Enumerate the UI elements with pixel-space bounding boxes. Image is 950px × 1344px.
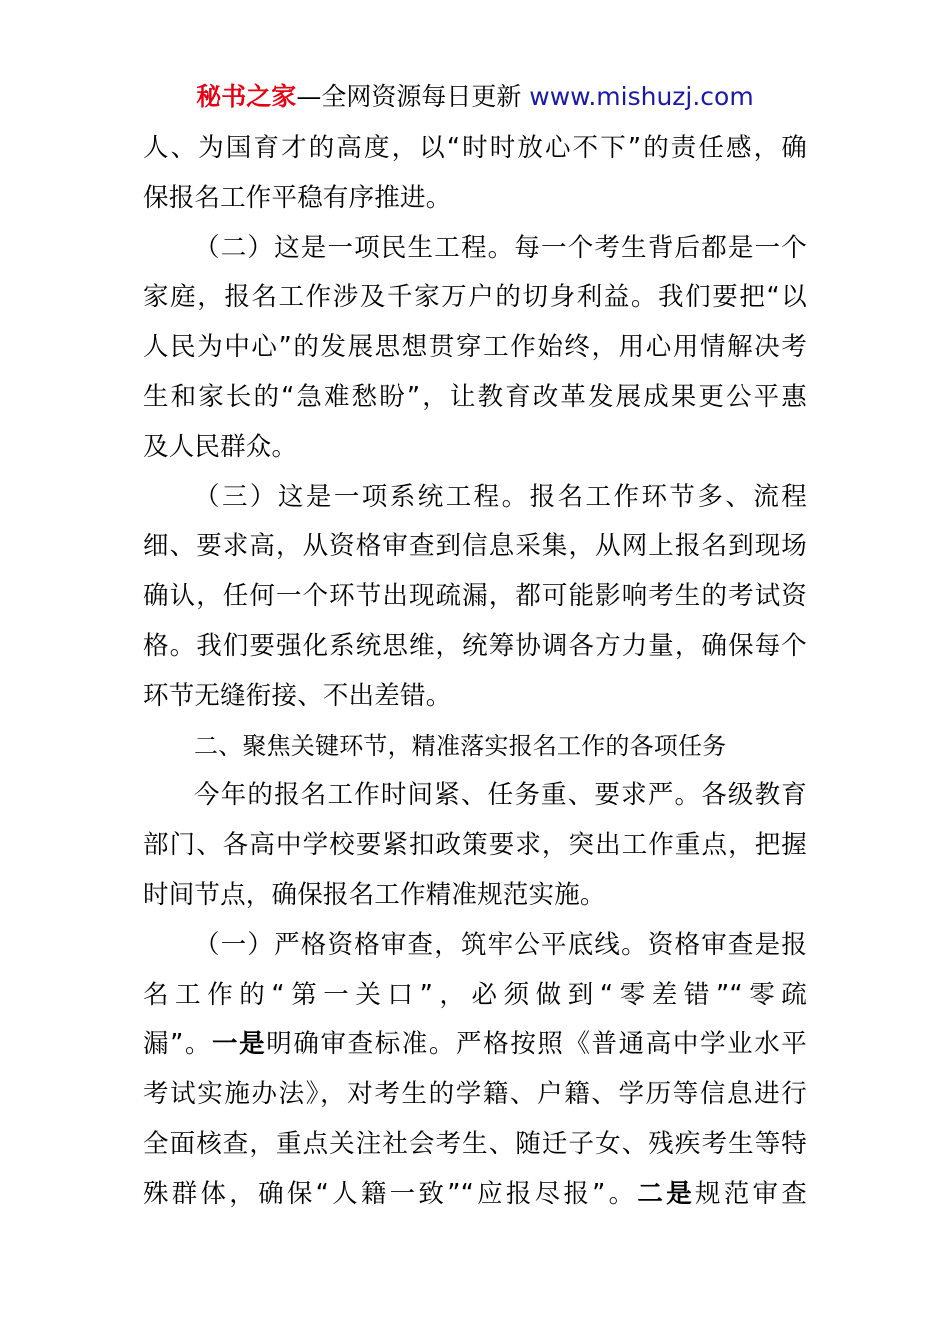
text-line: 及人民群众。 (143, 431, 298, 462)
text-line: （三）这是一项系统工程。报名工作环节多、流程 (194, 481, 807, 512)
text-line: 家庭，报名工作涉及千家万户的切身利益。我们要把“以 (143, 282, 807, 313)
text-line (143, 1170, 807, 1220)
text-line: 部门、各高中学校要紧扣政策要求，突出工作重点，把握 (143, 830, 807, 861)
text-span: 规范审查 (694, 1178, 807, 1209)
text-line: 时间节点，确保报名工作精准规范实施。 (143, 879, 606, 910)
text-line: 环节无缝衔接、不出差错。 (143, 680, 452, 711)
text-line: 确认，任何一个环节出现疏漏，都可能影响考生的考试资 (143, 581, 807, 612)
text-line: 保报名工作平稳有序推进。 (143, 182, 452, 213)
site-url-link[interactable]: www.mishuzj.com (529, 82, 754, 111)
text-line: 生和家长的“急难愁盼”，让教育改革发展成果更公平惠 (143, 381, 807, 412)
text-span: 漏”。 (143, 1029, 213, 1060)
text-line: （一）严格资格审查，筑牢公平底线。资格审查是报 (194, 929, 807, 960)
text-line: 细、要求高，从资格审查到信息采集，从网上报名到现场 (143, 531, 807, 562)
document-body (143, 124, 807, 1220)
text-line: 今年的报名工作时间紧、任务重、要求严。各级教育 (194, 780, 807, 811)
bold-marker: 二是 (637, 1178, 695, 1209)
site-header (0, 80, 950, 114)
section-heading: 二、聚焦关键环节，精准落实报名工作的各项任务 (194, 731, 727, 760)
text-line: 人民为中心”的发展思想贯穿工作始终，用心用情解决考 (143, 332, 807, 363)
text-line: 人、为国育才的高度，以“时时放心不下”的责任感，确 (143, 133, 807, 163)
text-span: 殊群体，确保“人籍一致”“应报尽报”。 (143, 1178, 638, 1209)
site-tagline: —全网资源每日更新 (296, 82, 522, 111)
text-span: 明确审查标准。严格按照《普通高中学业水平 (266, 1029, 807, 1060)
text-line: 全面核查，重点关注社会考生、随迁子女、残疾考生等特 (143, 1128, 807, 1159)
text-line: 格。我们要强化系统思维，统筹协调各方力量，确保每个 (143, 630, 807, 661)
text-line: 考试实施办法》，对考生的学籍、户籍、学历等信息进行 (143, 1079, 807, 1110)
text-line: （二）这是一项民生工程。每一个考生背后都是一个 (194, 232, 807, 263)
text-line: 名工作的“第一关口”，必须做到“零差错”“零疏 (143, 979, 807, 1010)
bold-marker: 一是 (212, 1029, 267, 1060)
site-brand: 秘书之家 (196, 82, 297, 111)
text-line (143, 1020, 807, 1070)
